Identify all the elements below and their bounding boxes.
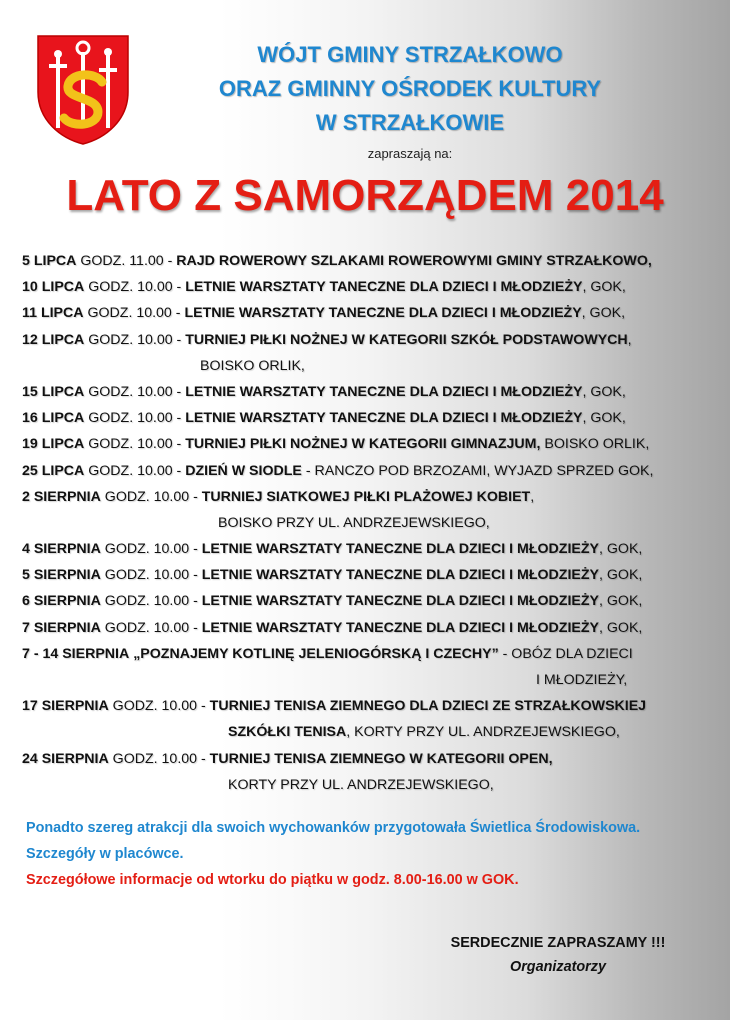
event-date: 10 LIPCA	[22, 279, 85, 296]
header-line-2: ORAZ GMINNY OŚRODEK KULTURY	[218, 76, 602, 101]
event-row	[22, 536, 722, 562]
event-place: , GOK,	[599, 619, 643, 636]
event-place: - RANCZO POD BRZOZAMI, WYJAZD SPRZED GOK,	[301, 462, 654, 479]
event-time: GODZ. 10.00 -	[84, 331, 186, 348]
event-row	[22, 562, 722, 588]
event-name: DZIEŃ W SIODLE	[185, 462, 302, 479]
event-row	[22, 353, 722, 379]
event-row	[22, 300, 722, 326]
closing	[428, 930, 688, 978]
event-row	[22, 405, 722, 431]
event-place: , GOK,	[582, 410, 626, 427]
notes	[26, 815, 716, 893]
event-name: TURNIEJ TENISA ZIEMNEGO DLA DZIECI ZE STRZAŁKOWSKIEJ	[209, 698, 647, 715]
event-date: 5 SIERPNIA	[22, 567, 101, 584]
event-place: ,	[530, 488, 535, 505]
event-time: GODZ. 10.00 -	[84, 462, 186, 479]
event-time: GODZ. 10.00 -	[84, 279, 186, 296]
event-date: 15 LIPCA	[22, 383, 85, 400]
event-name: LETNIE WARSZTATY TANECZNE DLA DZIECI I MŁODZIEŻY	[185, 279, 583, 296]
header-line-3: W STRZAŁKOWIE	[315, 110, 505, 135]
event-place-continued: BOISKO ORLIK,	[200, 357, 305, 374]
event-row	[22, 431, 722, 457]
event-name: LETNIE WARSZTATY TANECZNE DLA DZIECI I MŁODZIEŻY	[201, 593, 599, 610]
event-name: „POZNAJEMY KOTLINĘ JELENIOGÓRSKĄ I CZECHY”	[133, 645, 499, 662]
event-time: GODZ. 10.00 -	[84, 410, 186, 427]
organizers: Organizatorzy	[510, 959, 606, 975]
event-name: TURNIEJ SIATKOWEJ PIŁKI PLAŻOWEJ KOBIET	[201, 488, 531, 505]
event-date: 5 LIPCA	[22, 253, 77, 269]
event-time: GODZ. 11.00 -	[76, 253, 177, 269]
event-date: 11 LIPCA	[22, 305, 84, 322]
event-row	[22, 458, 722, 484]
event-time: GODZ. 10.00 -	[100, 593, 202, 610]
event-row	[22, 248, 722, 274]
coat-of-arms-icon	[36, 34, 130, 146]
event-place: - OBÓZ DLA DZIECI	[498, 645, 633, 662]
event-name: RAJD ROWEROWY SZLAKAMI ROWEROWYMI GMINY STRZAŁKOWO,	[176, 253, 652, 269]
invite-text: zapraszają na:	[367, 146, 453, 161]
event-place-continued: , KORTY PRZY UL. ANDRZEJEWSKIEGO,	[346, 724, 620, 741]
event-time: GODZ. 10.00 -	[84, 436, 186, 453]
event-row	[22, 693, 722, 719]
event-place: , GOK,	[581, 305, 626, 322]
event-place-continued: BOISKO PRZY UL. ANDRZEJEWSKIEGO,	[218, 514, 490, 531]
closing-invite: SERDECZNIE ZAPRASZAMY !!!	[450, 935, 666, 951]
event-title: LATO Z SAMORZĄDEM 2014	[66, 171, 664, 220]
event-name: LETNIE WARSZTATY TANECZNE DLA DZIECI I MŁODZIEŻY	[201, 619, 599, 636]
event-name: TURNIEJ PIŁKI NOŻNEJ W KATEGORII SZKÓŁ PODSTAWOWYCH	[185, 331, 628, 348]
event-row	[22, 379, 722, 405]
note-line-2: Szczegóły w placówce.	[26, 846, 184, 862]
event-row	[22, 772, 722, 798]
event-name: TURNIEJ TENISA ZIEMNEGO W KATEGORII OPEN,	[209, 750, 553, 767]
event-time: GODZ. 10.00 -	[100, 567, 202, 584]
header-line-1: WÓJT GMINY STRZAŁKOWO	[257, 42, 563, 67]
event-time: GODZ. 10.00 -	[100, 488, 202, 505]
event-name: LETNIE WARSZTATY TANECZNE DLA DZIECI I MŁODZIEŻY	[185, 410, 583, 427]
event-row	[22, 484, 722, 510]
event-date: 24 SIERPNIA	[22, 750, 109, 767]
event-row	[22, 667, 722, 693]
event-time: GODZ. 10.00 -	[83, 305, 185, 322]
event-time: GODZ. 10.00 -	[108, 698, 210, 715]
event-place: , GOK,	[599, 567, 643, 584]
event-name: LETNIE WARSZTATY TANECZNE DLA DZIECI I MŁODZIEŻY	[185, 383, 583, 400]
event-date: 7 SIERPNIA	[22, 619, 101, 636]
event-row	[22, 510, 722, 536]
note-line-3: Szczegółowe informacje od wtorku do piątku w godz. 8.00-16.00 w GOK.	[26, 872, 519, 888]
event-name-continued: SZKÓŁKI TENISA	[228, 724, 347, 741]
event-date: 16 LIPCA	[22, 410, 85, 427]
event-place: , GOK,	[599, 593, 643, 610]
event-place: ,	[627, 331, 632, 348]
event-row	[22, 327, 722, 353]
event-time: GODZ. 10.00 -	[84, 383, 186, 400]
event-list	[22, 248, 722, 798]
event-date: 2 SIERPNIA	[22, 488, 101, 505]
event-row	[22, 615, 722, 641]
event-date: 25 LIPCA	[22, 462, 85, 479]
event-time: GODZ. 10.00 -	[108, 750, 210, 767]
event-place: , GOK,	[582, 279, 626, 296]
event-row	[22, 746, 722, 772]
event-row	[22, 719, 722, 745]
event-date: 7 - 14 SIERPNIA	[22, 645, 130, 662]
event-place: , GOK,	[582, 383, 626, 400]
event-row	[22, 588, 722, 614]
note-line-1: Ponadto szereg atrakcji dla swoich wychowanków przygotowała Świetlica Środowiskowa.	[26, 820, 641, 836]
event-name: LETNIE WARSZTATY TANECZNE DLA DZIECI I MŁODZIEŻY	[184, 305, 582, 322]
event-row	[22, 641, 722, 667]
event-place: BOISKO ORLIK,	[540, 436, 650, 453]
event-date: 12 LIPCA	[22, 331, 85, 348]
event-place: , GOK,	[599, 541, 643, 558]
event-place-continued: KORTY PRZY UL. ANDRZEJEWSKIEGO,	[228, 776, 494, 793]
event-date: 4 SIERPNIA	[22, 541, 101, 558]
event-date: 19 LIPCA	[22, 436, 85, 453]
event-place-continued: I MŁODZIEŻY,	[536, 672, 628, 688]
event-date: 6 SIERPNIA	[22, 593, 101, 610]
event-date: 17 SIERPNIA	[22, 698, 109, 715]
event-name: LETNIE WARSZTATY TANECZNE DLA DZIECI I MŁODZIEŻY	[201, 541, 599, 558]
event-name: LETNIE WARSZTATY TANECZNE DLA DZIECI I MŁODZIEŻY	[201, 567, 599, 584]
event-name: TURNIEJ PIŁKI NOŻNEJ W KATEGORII GIMNAZJUM,	[185, 436, 541, 453]
event-time: GODZ. 10.00 -	[100, 541, 202, 558]
event-time: GODZ. 10.00 -	[100, 619, 202, 636]
event-row	[22, 274, 722, 300]
